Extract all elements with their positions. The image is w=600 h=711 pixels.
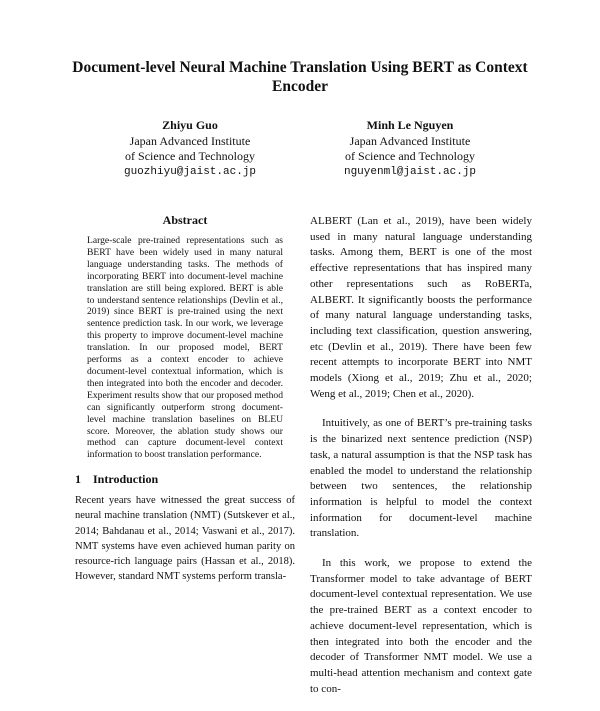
section-heading-introduction <box>75 473 295 486</box>
author-email[interactable]: guozhiyu@jaist.ac.jp <box>123 165 257 178</box>
abstract-heading: Abstract <box>162 213 208 227</box>
author-affiliation: Japan Advanced Institute <box>129 133 251 148</box>
section-number: 1 <box>75 472 81 487</box>
body-paragraph: In this work, we propose to extend the Transformer model to take advantage of BERT document-level contextual representation. We use the pre-trained BERT as a context encoder to achieve document-level representation, which is then integrated into both the encoder and the decoder of Transformer NMT model. We use a multi-head attention mechanism and context gate to con- <box>310 557 532 695</box>
author-name: Zhiyu Guo <box>162 118 218 132</box>
body-paragraph: Intuitively, as one of BERT’s pre-training tasks is the binarized next sentence prediction (NSP) task, a natural assumption is that the NSP task has enabled the model to understand the relationship between two sentences, the relationship information is helpful to model the context information for document-level machine translation. <box>310 417 532 540</box>
abstract-text: Large-scale pre-trained representations such as BERT have been widely used in many natural language understanding tasks. The methods of incorporating BERT into document-level machine translation are still being explored. BERT is able to understand sentence relationships (Devlin et al., 2019) since BERT is pre-trained using the next sentence prediction task. In our work, we leverage this property to improve document-level machine translation. In our proposed model, BERT performs as a context encoder to achieve document-level contextual information, which is then integrated into both the encoder and decoder. Experiment results show that our proposed method can significantly outperform strong document-level machine translation baselines on BLEU score. Moreover, the ablation study shows our method can capture document-level context information to boost translation performance. <box>87 235 283 461</box>
section-title: Introduction <box>93 472 159 487</box>
left-column <box>75 214 295 584</box>
right-column <box>310 214 532 711</box>
author-affiliation: of Science and Technology <box>345 149 475 163</box>
paper-title: Document-level Neural Machine Translation Using BERT as Context Encoder <box>72 59 528 95</box>
body-paragraph: ALBERT (Lan et al., 2019), have been widely used in many natural language understanding tasks. Among them, BERT is one of the most effective representations that has inspired many other representations such as RoBERTa, ALBERT. It significantly boosts the performance of many natural language understanding tasks, including text classification, question answering, etc (Devlin et al., 2019). There have been few recent attempts to incorporate BERT into NMT models (Xiong et al., 2019; Zhu et al., 2020; Weng et al., 2019; Chen et al., 2020). <box>310 215 532 400</box>
author-affiliation: of Science and Technology <box>125 149 255 163</box>
author-email[interactable]: nguyenml@jaist.ac.jp <box>343 165 477 178</box>
author-affiliation: Japan Advanced Institute <box>349 133 471 148</box>
author-block-2 <box>295 118 525 180</box>
author-block-1 <box>75 118 305 180</box>
intro-paragraph: Recent years have witnessed the great success of neural machine translation (NMT) (Sutskever et al., 2014; Bahdanau et al., 2014; Vaswani et al., 2017). NMT systems have even achieved human parity on resource-rich language pairs (Hassan et al., 2018). However, standard NMT systems perform transla- <box>75 495 295 583</box>
author-name: Minh Le Nguyen <box>366 118 454 132</box>
